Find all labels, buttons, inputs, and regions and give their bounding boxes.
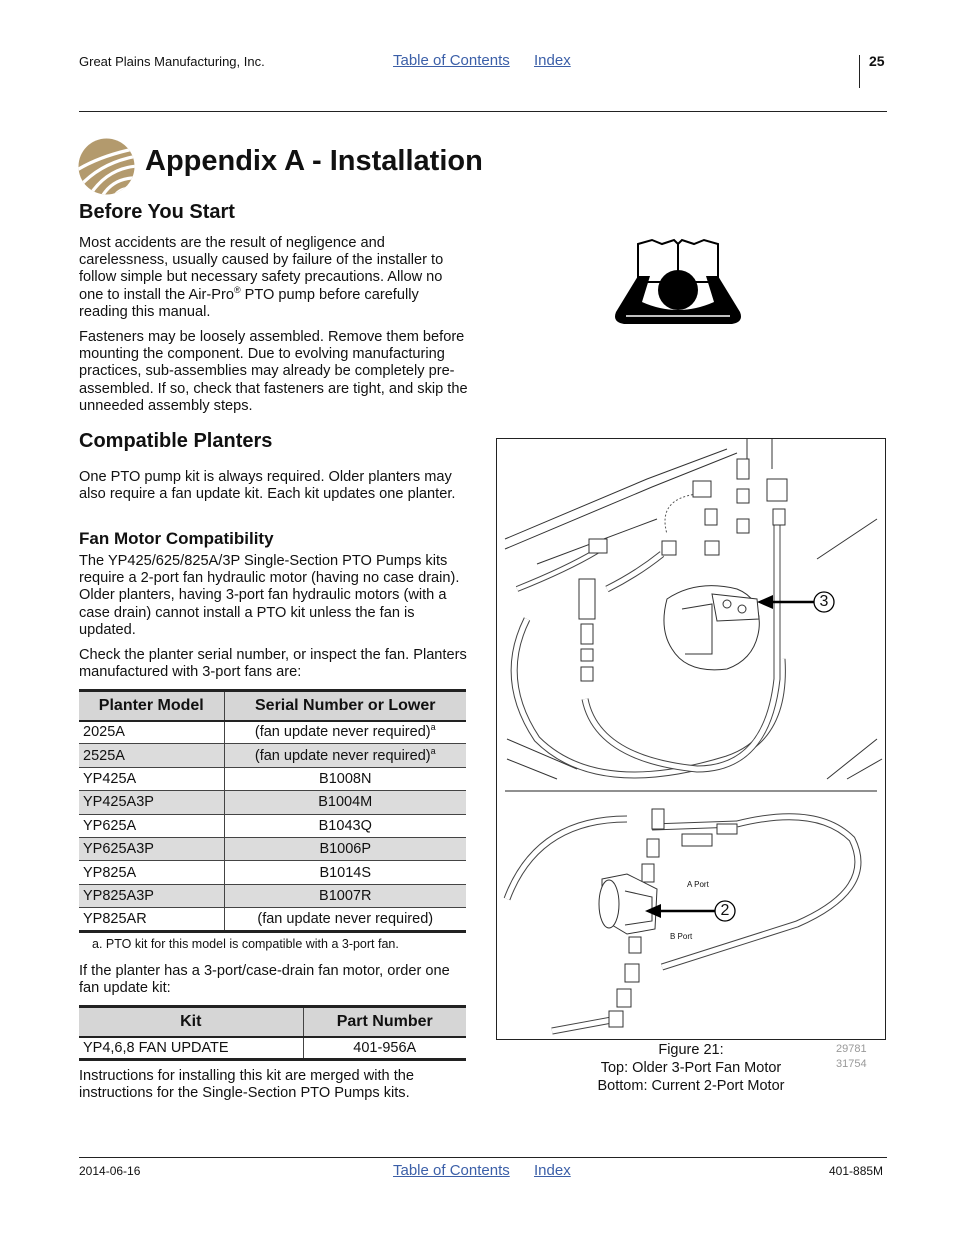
table-header: Kit	[79, 1007, 303, 1037]
table-row: 2525A (fan update never required)$^a$	[79, 744, 466, 767]
figure-21	[496, 438, 886, 1040]
table-row: YP425A3P B1004M	[79, 791, 466, 814]
toc-link-footer[interactable]: Table of Contents	[393, 1162, 510, 1179]
callout-3-label: 3	[819, 593, 829, 610]
page-title: Appendix A - Installation	[145, 145, 483, 177]
toc-link-header[interactable]: Table of Contents	[393, 52, 510, 69]
before-you-start-para1: Most accidents are the result of negligence and carelessness, usually caused by failure of the installer to follow simple but necessary safety precautions. Allow no one to install the Air-Pro® PTO pump before carefully reading this manual.	[79, 235, 444, 320]
table-row: YP425A B1008N	[79, 767, 466, 790]
fan-motor-compat-para: The YP425/625/825A/3P Single-Section PTO Pumps kits require a 2-port fan hydraulic motor (having no case drain). Older planters, having 3-port fan hydraulic motors (with a case drain) cannot install a PTO kit unless the fan is updated.	[79, 553, 460, 638]
compatible-planters-heading: Compatible Planters	[79, 430, 273, 452]
read-manual-icon	[612, 236, 744, 328]
b-port-label: B Port	[670, 932, 693, 941]
footer-date: 2014-06-16	[79, 1164, 141, 1178]
kit-table	[79, 1005, 466, 1061]
page-number: 25	[869, 53, 885, 69]
before-you-start-para2: Fasteners may be loosely assembled. Remove them before mounting the component. Due to evolving manufacturing practices, sub-assemblies may already be completely pre-assembled. If so, check that fasteners are tight, and skip the unneeded assembly steps.	[79, 329, 468, 414]
fan-motor-compat-heading: Fan Motor Compatibility	[79, 529, 274, 548]
table-row: YP825AR (fan update never required)	[79, 908, 466, 931]
check-serial-para: Check the planter serial number, or inspect the fan. Planters manufactured with 3-port fans are:	[79, 647, 467, 681]
table-row: YP625A B1043Q	[79, 814, 466, 837]
callout-2-label: 2	[720, 902, 730, 919]
image-numbers: 29781 31754	[836, 1043, 867, 1070]
before-you-start-heading: Before You Start	[79, 201, 235, 223]
table-row: YP825A B1014S	[79, 861, 466, 884]
footnote-marker: a	[430, 745, 436, 756]
hydraulic-diagram	[497, 439, 886, 1040]
great-plains-logo-icon	[78, 138, 135, 195]
table-header: Planter Model	[79, 691, 224, 721]
table-row: YP4,6,8 FAN UPDATE 401-956A	[79, 1037, 466, 1060]
table-row: 2025A (fan update never required)$^a$	[79, 721, 466, 744]
compatible-planters-para: One PTO pump kit is always required. Older planters may also require a fan update kit. Each kit updates one planter.	[79, 469, 456, 503]
company-name: Great Plains Manufacturing, Inc.	[79, 54, 265, 69]
table-header: Serial Number or Lower	[224, 691, 466, 721]
registered-mark: ®	[233, 284, 241, 295]
header-rule	[79, 111, 887, 112]
table-row: YP625A3P B1006P	[79, 837, 466, 860]
index-link-header[interactable]: Index	[534, 52, 571, 69]
figure-caption: Figure 21: Top: Older 3-Port Fan Motor Bottom: Current 2-Port Motor	[597, 1042, 785, 1094]
closing-para: Instructions for installing this kit are merged with the instructions for the Single-Section PTO Pumps kits.	[79, 1068, 414, 1102]
kit-intro-para: If the planter has a 3-port/case-drain fan motor, order one fan update kit:	[79, 963, 450, 997]
header-divider	[859, 55, 860, 88]
footer-doc-number: 401-885M	[829, 1164, 884, 1178]
table-row: YP825A3P B1007R	[79, 884, 466, 907]
a-port-label: A Port	[687, 880, 709, 889]
footnote-marker: a	[430, 722, 436, 733]
table-footnote: a. PTO kit for this model is compatible with a 3-port fan.	[92, 937, 399, 951]
index-link-footer[interactable]: Index	[534, 1162, 571, 1179]
footer-rule	[79, 1157, 887, 1158]
table-header: Part Number	[303, 1007, 466, 1037]
serial-number-table	[79, 689, 466, 933]
